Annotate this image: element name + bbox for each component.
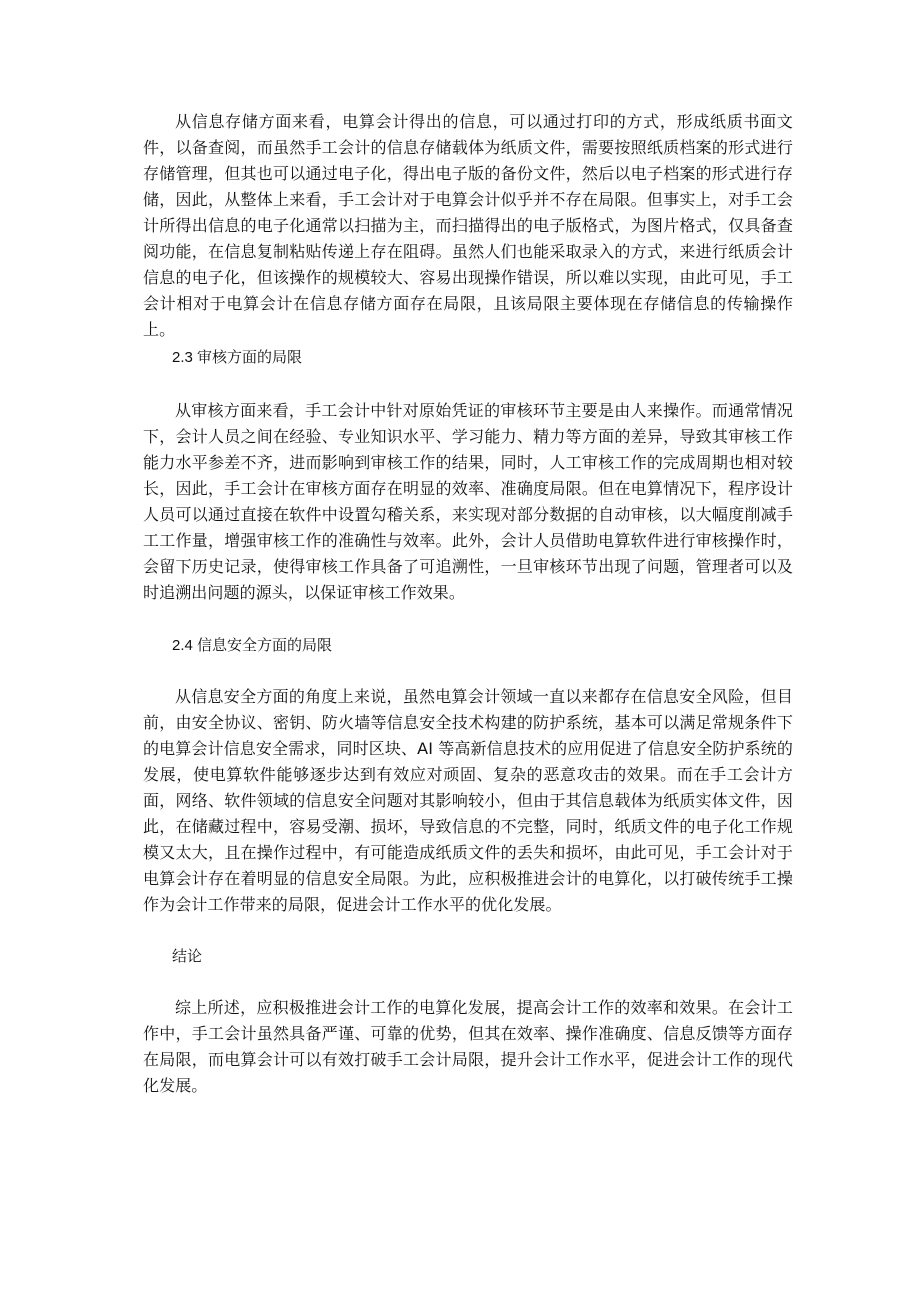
heading-conclusion: 结论	[172, 948, 203, 965]
paragraph-audit: 从审核方面来看，手工会计中针对原始凭证的审核环节主要是由人来操作。而通常情况下，会计人员之间在经验、专业知识水平、学习能力、精力等方面的差异，导致其审核工作能力水平参差不齐，进而影响到审核工作的结果，同时，人工审核工作的完成周期也相对较长，因此，手工会计在审核方面存在明显的效率、准确度局限。但在电算情况下，程序设计人员可以通过直接在软件中设置勾稽关系，来实现对部分数据的自动审核，以大幅度削减手工工作量，增强审核工作的准确性与效率。此外，会计人员借助电算软件进行审核操作时，会留下历史记录，使得审核工作具备了可追溯性，一旦审核环节出现了问题，管理者可以及时追溯出问题的源头，以保证审核工作效果。	[143, 401, 793, 602]
paragraph-conclusion: 综上所述，应积极推进会计工作的电算化发展，提高会计工作的效率和效果。在会计工作中，手工会计虽然具备严谨、可靠的优势，但其在效率、操作准确度、信息反馈等方面存在局限，而电算会计可以有效打破手工会计局限，提升会计工作水平，促进会计工作的现代化发展。	[143, 998, 793, 1095]
paragraph-security: 从信息安全方面的角度上来说，虽然电算会计领域一直以来都存在信息安全风险，但目前，由安全协议、密钥、防火墙等信息安全技术构建的防护系统，基本可以满足常规条件下的电算会计信息安全需求，同时区块、AI 等高新信息技术的应用促进了信息安全防护系统的发展，使电算软件能够逐步达到有效应对顽固、复杂的恶意攻击的效果。而在手工会计方面，网络、软件领域的信息安全问题对其影响较小，但由于其信息载体为纸质实体文件，因此，在储藏过程中，容易受潮、损坏，导致信息的不完整，同时，纸质文件的电子化工作规模又太大，且在操作过程中，有可能造成纸质文件的丢失和损坏，由此可见，手工会计对于电算会计存在着明显的信息安全局限。为此，应积极推进会计的电算化，以打破传统手工操作为会计工作带来的局限，促进会计工作水平的优化发展。	[143, 687, 793, 914]
heading-audit: 2.3 审核方面的局限	[172, 349, 303, 366]
paragraph-storage: 从信息存储方面来看，电算会计得出的信息，可以通过打印的方式，形成纸质书面文件，以备查阅，而虽然手工会计的信息存储载体为纸质文件，需要按照纸质档案的形式进行存储管理，但其也可以通过电子化，得出电子版的备份文件，然后以电子档案的形式进行存储，因此，从整体上来看，手工会计对于电算会计似乎并不存在局限。但事实上，对手工会计所得出信息的电子化通常以扫描为主，而扫描得出的电子版格式，为图片格式，仅具备查阅功能，在信息复制粘贴传递上存在阻碍。虽然人们也能采取录入的方式，来进行纸质会计信息的电子化，但该操作的规模较大、容易出现操作错误，所以难以实现，由此可见，手工会计相对于电算会计在信息存储方面存在局限，且该局限主要体现在存储信息的传输操作上。	[143, 112, 793, 339]
heading-security: 2.4 信息安全方面的局限	[172, 637, 333, 654]
